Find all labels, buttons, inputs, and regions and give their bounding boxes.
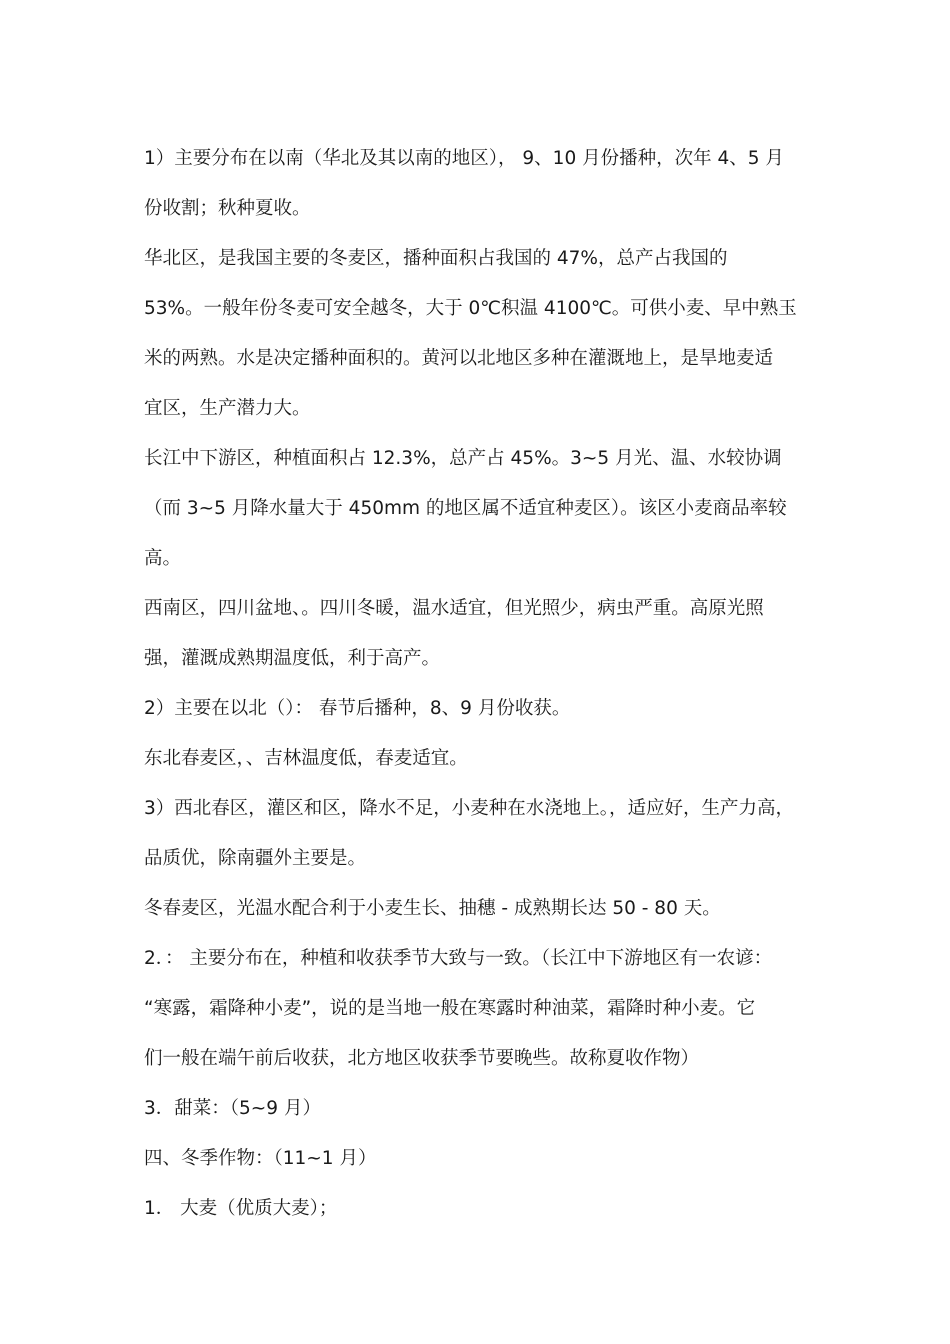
text-line: 东北春麦区，、吉林温度低，春麦适宜。 bbox=[144, 748, 468, 769]
text-line: 3．甜菜：（5~9 月） bbox=[144, 1098, 321, 1119]
text-line: 1）主要分布在以南（华北及其以南的地区）， 9、10 月份播种，次年 4、5 月 bbox=[144, 148, 784, 169]
document-body bbox=[144, 134, 824, 1234]
text-line: （而 3~5 月降水量大于 450mm 的地区属不适宜种麦区）。该区小麦商品率较 bbox=[144, 498, 787, 519]
text-line: 米的两熟。水是决定播种面积的。黄河以北地区多种在灌溉地上，是旱地麦适 bbox=[144, 348, 774, 369]
text-line: 高。 bbox=[144, 548, 182, 569]
text-line: 53%。一般年份冬麦可安全越冬，大于 0℃积温 4100℃。可供小麦、早中熟玉 bbox=[144, 298, 797, 319]
text-line: 宜区，生产潜力大。 bbox=[144, 398, 311, 419]
text-line: 四、冬季作物：（11~1 月） bbox=[144, 1148, 377, 1169]
text-line: 冬春麦区，光温水配合利于小麦生长、抽穗 - 成熟期长达 50 - 80 天。 bbox=[144, 898, 721, 919]
text-line: “寒露，霜降种小麦”，说的是当地一般在寒露时种油菜，霜降时种小麦。它 bbox=[144, 998, 756, 1019]
text-line: 2．： 主要分布在，种植和收获季节大致与一致。（长江中下游地区有一农谚： bbox=[144, 948, 773, 969]
text-line: 华北区，是我国主要的冬麦区，播种面积占我国的 47%，总产占我国的 bbox=[144, 248, 728, 269]
text-line: 品质优，除南疆外主要是。 bbox=[144, 848, 367, 869]
text-line: 们一般在端午前后收获，北方地区收获季节要晚些。故称夏收作物） bbox=[144, 1048, 700, 1069]
text-line: 3）西北春区，灌区和区，降水不足，小麦种在水浇地上。，适应好，生产力高， bbox=[144, 798, 795, 819]
text-line: 2）主要在以北（）： 春节后播种，8、9 月份收获。 bbox=[144, 698, 571, 719]
text-line: 长江中下游区，种植面积占 12.3%，总产占 45%。3~5 月光、温、水较协调 bbox=[144, 448, 782, 469]
text-line: 份收割；秋种夏收。 bbox=[144, 198, 311, 219]
text-line: 强，灌溉成熟期温度低，利于高产。 bbox=[144, 648, 441, 669]
text-line: 西南区，四川盆地、。四川冬暖，温水适宜，但光照少，病虫严重。高原光照 bbox=[144, 598, 764, 619]
text-line: 1． 大麦（优质大麦）； bbox=[144, 1198, 338, 1219]
